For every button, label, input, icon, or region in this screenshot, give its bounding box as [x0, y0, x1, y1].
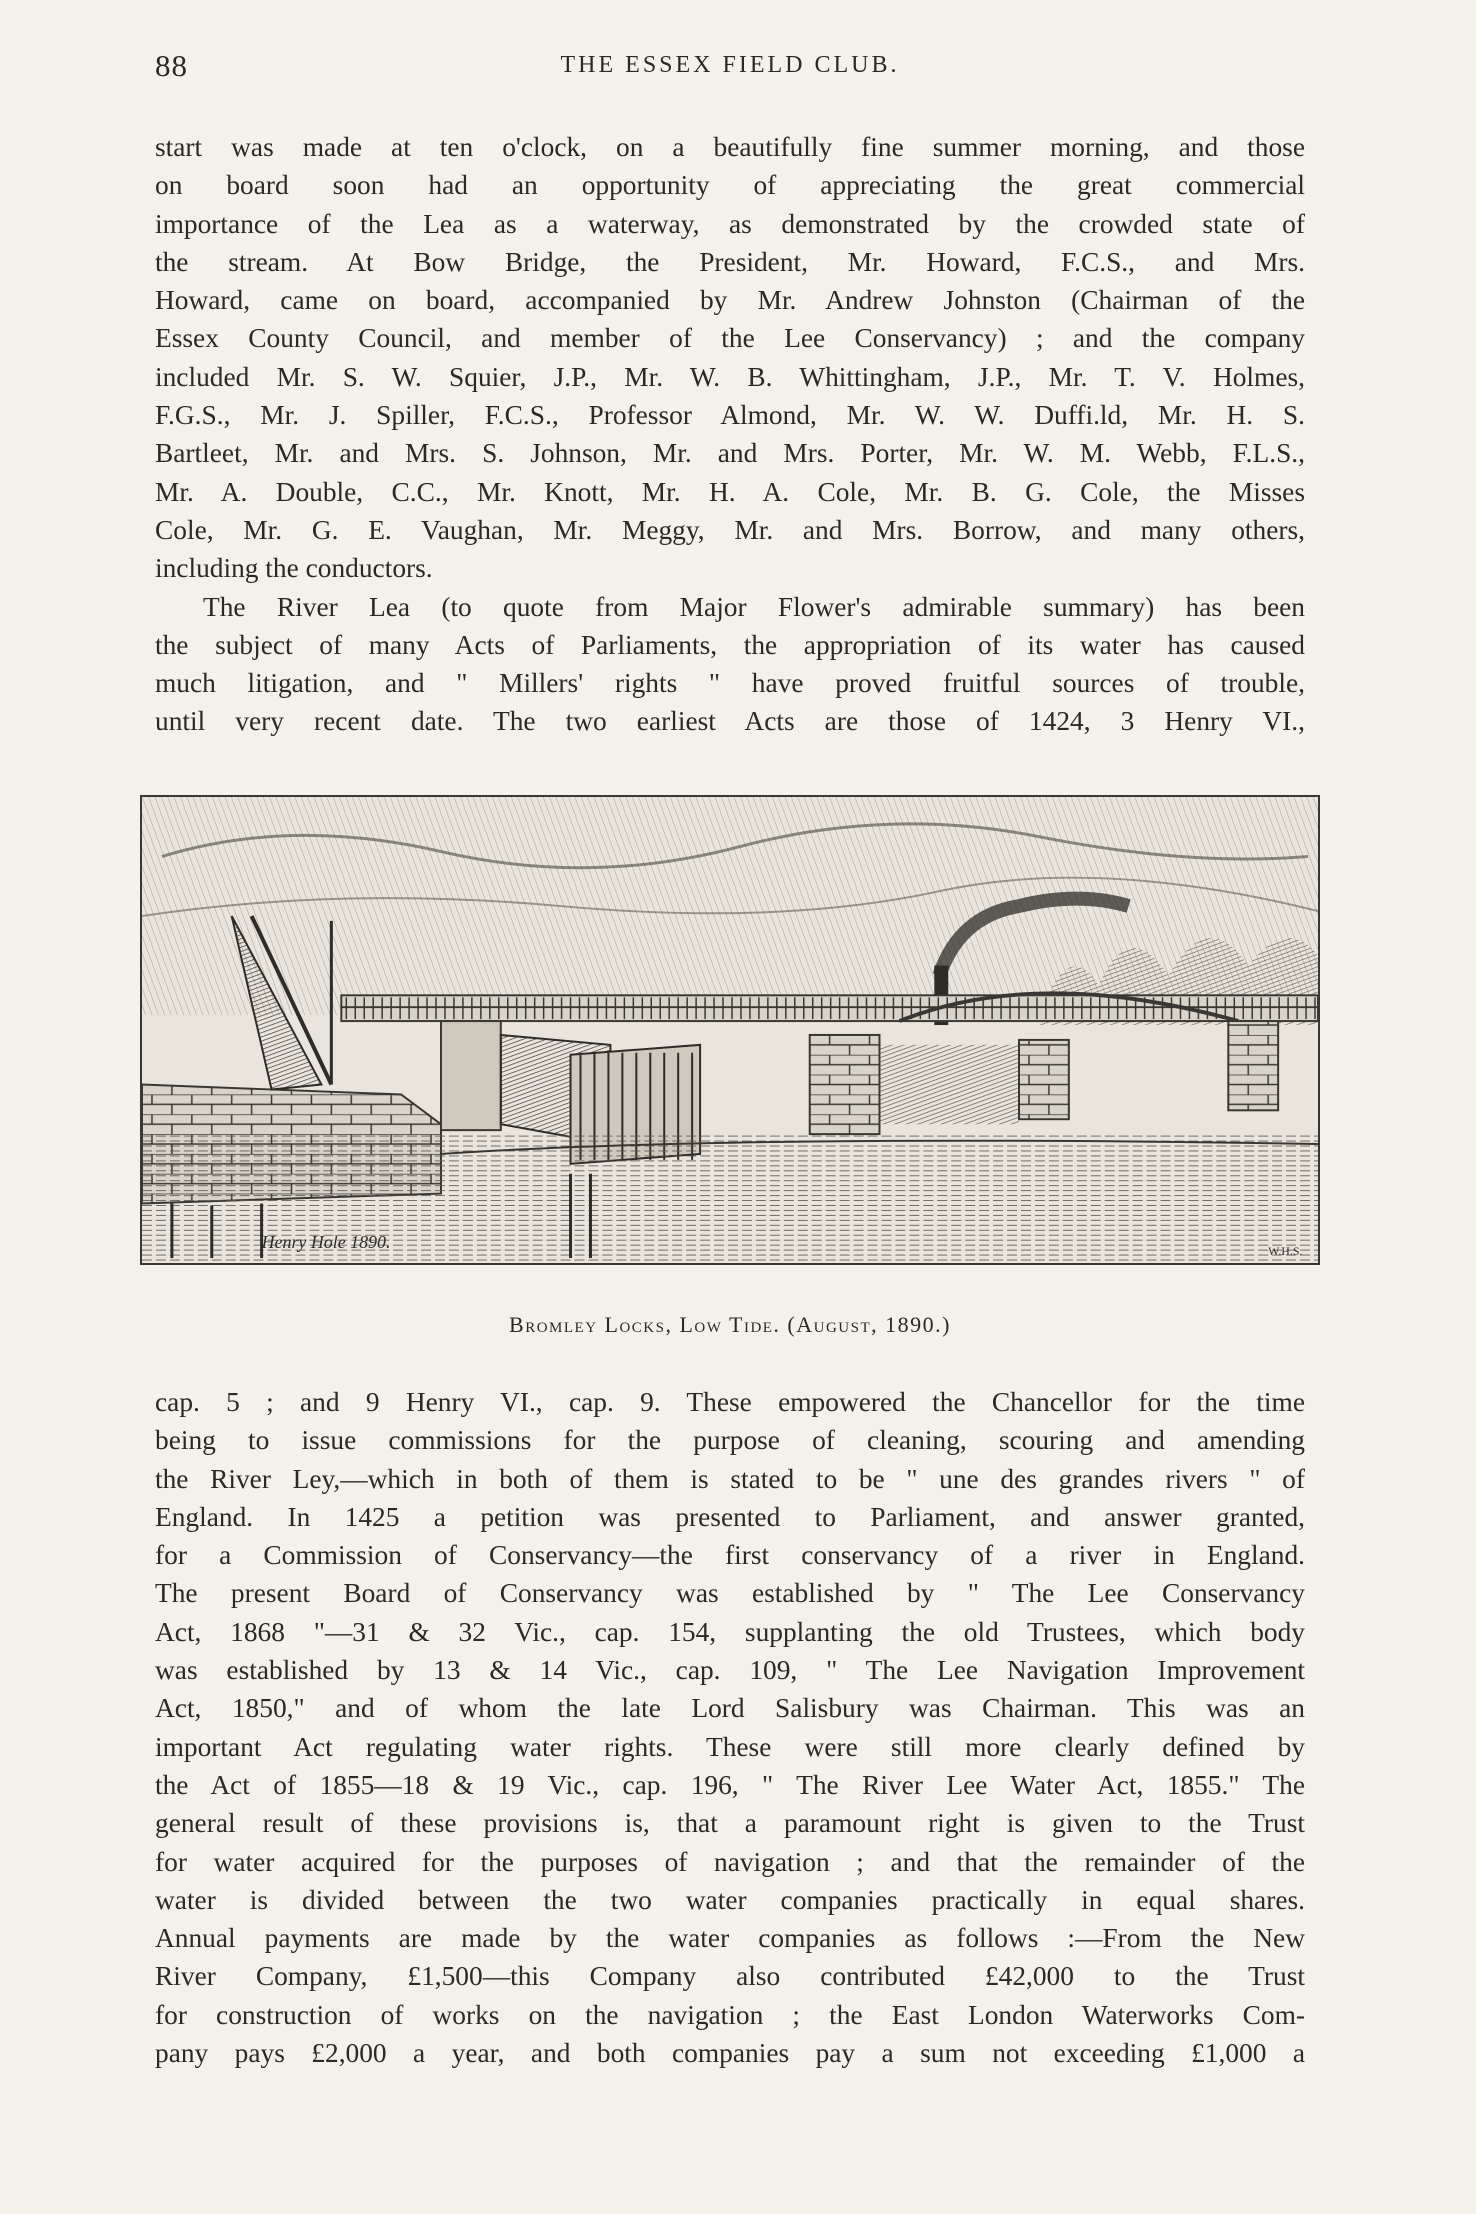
text-line: pany pays £2,000 a year, and both companies pay a sum not exceeding £1,000 a: [155, 2038, 1305, 2069]
paragraph-acts: [155, 1383, 1305, 2072]
artist-signature: Henry Hole 1890.: [261, 1232, 391, 1253]
text-line: general result of these provisions is, that a paramount right is given to the Trust: [155, 1808, 1305, 1839]
body-text-top: [155, 128, 1305, 741]
page-number: 88: [155, 48, 188, 83]
running-head: THE ESSEX FIELD CLUB.: [560, 52, 900, 78]
text-line: Annual payments are made by the water companies as follows :—From the New: [155, 1923, 1305, 1954]
text-line: for water acquired for the purposes of navigation ; and that the remainder of the: [155, 1846, 1305, 1877]
page-header: [155, 48, 1305, 94]
figure-caption: Bromley Locks, Low Tide. (August, 1890.): [509, 1312, 951, 1337]
text-line: for construction of works on the navigation ; the East London Waterworks Com-: [155, 1999, 1305, 2030]
lock-pier: [1228, 1021, 1278, 1110]
text-line: water is divided between the two water companies practically in equal shares.: [155, 1884, 1305, 1915]
sluice-works: [879, 1045, 1019, 1124]
body-text-bottom: [155, 1383, 1305, 2072]
text-line: for a Commission of Conservancy—the first conservancy of a river in England.: [155, 1540, 1305, 1571]
text-line: cap. 5 ; and 9 Henry VI., cap. 9. These empowered the Chancellor for the time: [155, 1387, 1305, 1417]
engraving-bromley-locks: [140, 795, 1320, 1265]
text-line: the subject of many Acts of Parliaments, the appropriation of its water has caused: [155, 629, 1305, 660]
text-line: until very recent date. The two earliest Acts are those of 1424, 3 Henry VI.,: [155, 706, 1305, 737]
text-line: being to issue commissions for the purpose of cleaning, scouring and amending: [155, 1425, 1305, 1456]
text-line: Act, 1868 "—31 & 32 Vic., cap. 154, supplanting the old Trustees, which body: [155, 1616, 1305, 1647]
text-line: Cole, Mr. G. E. Vaughan, Mr. Meggy, Mr. and Mrs. Borrow, and many others,: [155, 514, 1305, 545]
text-line: Howard, came on board, accompanied by Mr. Andrew Johnston (Chairman of the: [155, 285, 1305, 316]
text-line: start was made at ten o'clock, on a beautifully fine summer morning, and those: [155, 132, 1305, 162]
text-line: F.G.S., Mr. J. Spiller, F.C.S., Professor Almond, Mr. W. W. Duffi.ld, Mr. H. S.: [155, 400, 1305, 431]
text-line: included Mr. S. W. Squier, J.P., Mr. W. B. Whittingham, J.P., Mr. T. V. Holmes,: [155, 361, 1305, 392]
engraver-mark: W.H.S.: [1268, 1244, 1303, 1259]
text-line: much litigation, and " Millers' rights " have proved fruitful sources of trouble,: [155, 668, 1305, 699]
text-line: The present Board of Conservancy was established by " The Lee Conservancy: [155, 1578, 1305, 1609]
lock-pier: [1019, 1040, 1069, 1119]
text-line: on board soon had an opportunity of appreciating the great commercial: [155, 170, 1305, 201]
text-line: Essex County Council, and member of the Lee Conservancy) ; and the company: [155, 323, 1305, 354]
paragraph-excursion: [155, 128, 1305, 588]
text-line: the River Ley,—which in both of them is stated to be " une des grandes rivers " of: [155, 1463, 1305, 1494]
text-line: the stream. At Bow Bridge, the President, Mr. Howard, F.C.S., and Mrs.: [155, 246, 1305, 277]
text-line: the Act of 1855—18 & 19 Vic., cap. 196, " The River Lee Water Act, 1855." The: [155, 1769, 1305, 1800]
text-line: Act, 1850," and of whom the late Lord Salisbury was Chairman. This was an: [155, 1693, 1305, 1724]
text-line: The River Lea (to quote from Major Flower's admirable summary) has been: [203, 591, 1305, 622]
text-line: Bartleet, Mr. and Mrs. S. Johnson, Mr. and Mrs. Porter, Mr. W. M. Webb, F.L.S.,: [155, 438, 1305, 469]
text-line: importance of the Lea as a waterway, as demonstrated by the crowded state of: [155, 208, 1305, 239]
lock-pier: [441, 1021, 501, 1130]
text-line: River Company, £1,500—this Company also contributed £42,000 to the Trust: [155, 1961, 1305, 1992]
text-line: including the conductors.: [155, 553, 433, 584]
engraving-illustration: [142, 797, 1318, 1263]
text-line: Mr. A. Double, C.C., Mr. Knott, Mr. H. A. Cole, Mr. B. G. Cole, the Misses: [155, 476, 1305, 507]
lock-pier: [810, 1035, 880, 1134]
text-line: was established by 13 & 14 Vic., cap. 109, " The Lee Navigation Improvement: [155, 1655, 1305, 1686]
paragraph-river-lea: [155, 588, 1305, 741]
text-line: important Act regulating water rights. These were still more clearly defined by: [155, 1731, 1305, 1762]
text-line: England. In 1425 a petition was presented to Parliament, and answer granted,: [155, 1501, 1305, 1532]
